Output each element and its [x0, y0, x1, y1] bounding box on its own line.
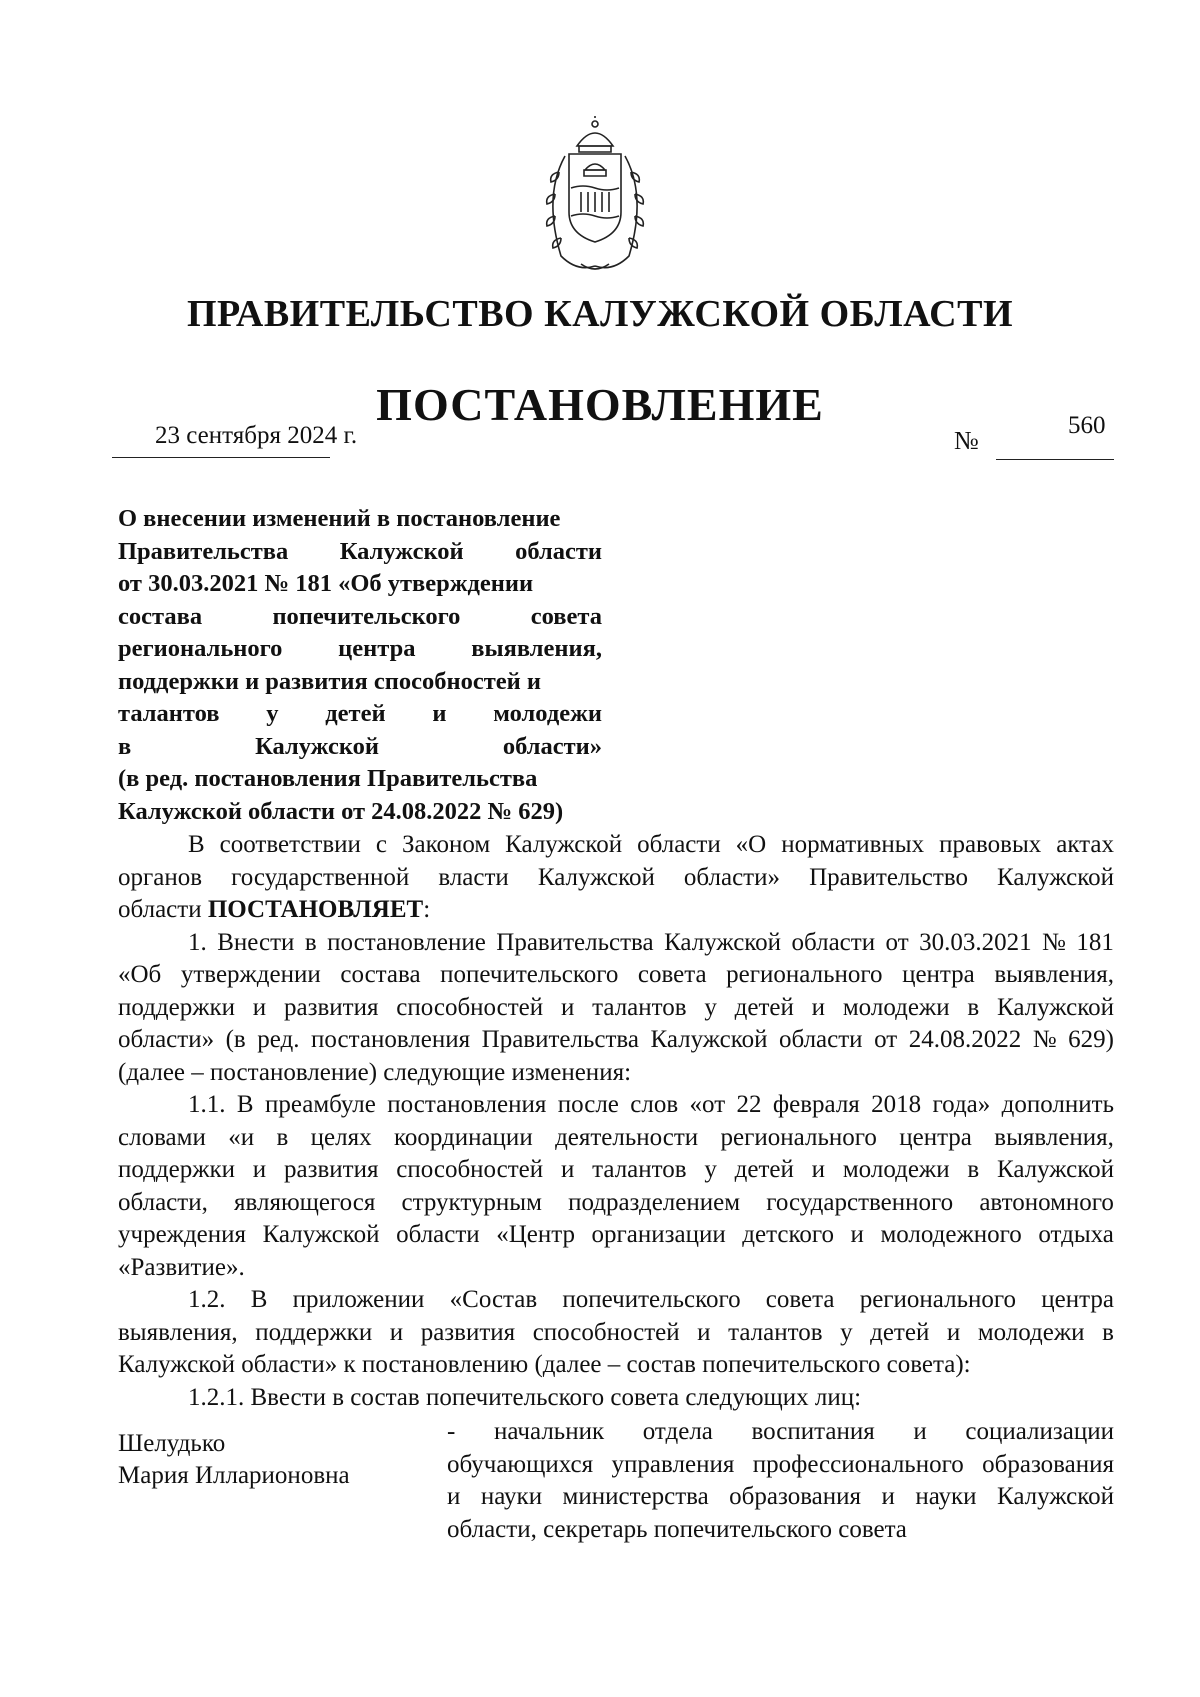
- organization-title: ПРАВИТЕЛЬСТВО КАЛУЖСКОЙ ОБЛАСТИ: [186, 293, 1014, 335]
- word: 1.: [188, 928, 207, 956]
- body-line: [118, 1284, 1114, 1317]
- word: Калужской: [996, 1156, 1114, 1183]
- word: и: [811, 993, 826, 1021]
- word: управления: [611, 1450, 735, 1478]
- word: утверждении: [180, 961, 321, 988]
- word: детского: [742, 1221, 834, 1248]
- body-line: [118, 862, 1114, 895]
- word: после: [557, 1091, 619, 1118]
- word: науки: [915, 1483, 977, 1510]
- word: молодежного: [880, 1221, 1022, 1248]
- word: №: [1032, 1026, 1057, 1053]
- word: области»: [118, 1026, 215, 1053]
- word: детей: [870, 1318, 930, 1346]
- word: февраля: [772, 1091, 860, 1118]
- word: регионального: [726, 961, 883, 988]
- word: структурным: [401, 1188, 542, 1216]
- word: от: [874, 1026, 898, 1053]
- word: области: [396, 1221, 480, 1248]
- word: способностей: [396, 1156, 544, 1183]
- word: 30.03.2021: [919, 928, 1032, 956]
- word: выявления,: [994, 1123, 1114, 1151]
- subject-line: О внесении изменений в постановление: [118, 505, 561, 532]
- word: в: [967, 993, 980, 1021]
- member-given-names: Мария Илларионовна: [118, 1462, 350, 1489]
- word: области: [637, 831, 721, 858]
- word: поддержки: [118, 1156, 235, 1183]
- body-line: [118, 1154, 1114, 1187]
- body-line: (далее – постановление) следующие изменения:: [118, 1058, 632, 1086]
- word: В: [236, 1091, 254, 1118]
- body-line: области ПОСТАНОВЛЯЕТ :: [118, 894, 1114, 927]
- word: обучающихся: [447, 1450, 594, 1478]
- word: совета: [765, 1286, 835, 1313]
- word: Калужской: [505, 831, 623, 858]
- word: «Об: [118, 961, 162, 988]
- word: и: [252, 993, 267, 1021]
- word: детей: [734, 1156, 794, 1183]
- word: выявления,: [118, 1318, 238, 1346]
- word: года»: [932, 1091, 991, 1118]
- word: приложении: [292, 1286, 425, 1313]
- word: детей: [734, 993, 794, 1021]
- word: и: [850, 1221, 864, 1248]
- word: Внести: [217, 928, 295, 956]
- word: «от: [689, 1091, 726, 1118]
- body-line: [118, 1024, 1114, 1057]
- subject-line: (в ред. постановления Правительства: [118, 765, 538, 792]
- document-number: 560: [1068, 412, 1106, 439]
- word: у: [840, 1318, 853, 1346]
- document-body: [118, 829, 1114, 1414]
- word: В: [250, 1286, 268, 1313]
- word: области,: [118, 1188, 208, 1216]
- word: науки: [480, 1483, 543, 1510]
- word: Калужской: [997, 863, 1114, 891]
- word: Калужской: [664, 928, 782, 956]
- word: развития: [420, 1318, 516, 1346]
- word: словами: [118, 1123, 206, 1151]
- word: министерства: [562, 1483, 709, 1510]
- word: целях: [310, 1123, 372, 1151]
- decree-keyword: ПОСТАНОВЛЯЕТ: [207, 896, 424, 923]
- word: «Центр: [496, 1221, 575, 1248]
- word: Калужской: [262, 1221, 380, 1248]
- word: постановления: [387, 1091, 547, 1118]
- word: попечительского: [562, 1286, 741, 1313]
- subject-line: состава попечительского совета: [118, 602, 602, 630]
- word: государственной: [231, 863, 410, 891]
- word: попечительского: [440, 961, 619, 988]
- word: молодежи: [842, 993, 950, 1021]
- word: и: [881, 1483, 895, 1510]
- word: и: [560, 993, 575, 1021]
- word: правовых: [939, 831, 1042, 858]
- word: подразделением: [568, 1188, 741, 1216]
- member-desc-line: [447, 1449, 1114, 1482]
- word: в: [1102, 1318, 1114, 1346]
- word: преамбуле: [264, 1091, 376, 1118]
- word: Законом: [401, 831, 491, 858]
- word: Правительство: [809, 863, 968, 891]
- word: «О: [735, 831, 767, 858]
- subject-line: Правительства Калужской области: [118, 537, 602, 565]
- body-line: [118, 1122, 1114, 1155]
- word: и: [697, 1318, 711, 1346]
- word: нормативных: [781, 831, 925, 858]
- word: 2018: [871, 1091, 922, 1118]
- body-line: [118, 992, 1114, 1025]
- body-line: [118, 1219, 1114, 1252]
- document-type: ПОСТАНОВЛЕНИЕ: [376, 379, 824, 430]
- word: Калужской: [997, 1483, 1114, 1510]
- word: №: [1042, 928, 1066, 956]
- word: регионального: [720, 1123, 877, 1151]
- subject-line: в Калужской области»: [118, 732, 602, 760]
- number-label: №: [954, 426, 979, 455]
- member-desc-line: [447, 1481, 1114, 1514]
- subject-line: от 30.03.2021 № 181 «Об утверждении: [118, 570, 534, 597]
- word: области: [791, 928, 876, 956]
- member-desc-line: области, секретарь попечительского совета: [447, 1515, 907, 1543]
- word: дополнить: [1001, 1091, 1114, 1118]
- word: Правительства: [496, 928, 654, 956]
- word: поддержки: [255, 1318, 373, 1346]
- word: совета: [637, 961, 707, 988]
- word: автономного: [979, 1188, 1114, 1216]
- word: и: [946, 1318, 961, 1346]
- word: «и: [228, 1123, 255, 1151]
- word: актах: [1056, 831, 1114, 858]
- word: слов: [630, 1091, 679, 1118]
- body-line: [118, 1317, 1114, 1350]
- word: регионального: [859, 1286, 1017, 1313]
- subject-line: талантов у детей и молодежи: [118, 700, 602, 727]
- number-underline: [996, 459, 1114, 460]
- word: развития: [283, 1156, 379, 1183]
- word: постановления: [311, 1026, 471, 1053]
- word: отдыха: [1038, 1221, 1114, 1248]
- word: Правительства: [481, 1026, 639, 1053]
- body-line: 1.2.1. Ввести в состав попечительского совета следующих лиц:: [188, 1383, 862, 1411]
- word: и: [811, 1156, 826, 1183]
- word: В: [188, 831, 205, 858]
- word: центра: [899, 1123, 972, 1151]
- word: координации: [393, 1123, 533, 1151]
- word: 1.1.: [188, 1091, 226, 1118]
- word: центра: [1041, 1286, 1114, 1313]
- word: соответствии: [219, 831, 361, 858]
- word: государственного: [766, 1188, 954, 1216]
- body-line: [118, 927, 1114, 960]
- word: и: [913, 1418, 927, 1445]
- word: Калужской: [650, 1026, 768, 1053]
- word: и: [447, 1483, 461, 1510]
- word: 181: [1076, 928, 1114, 956]
- word: (в: [225, 1026, 246, 1053]
- word: и: [389, 1318, 404, 1346]
- word: социализации: [965, 1418, 1114, 1445]
- word: деятельности: [555, 1123, 699, 1151]
- body-line: [118, 1089, 1114, 1122]
- word: 24.08.2022: [908, 1026, 1022, 1053]
- word: области: [778, 1026, 863, 1053]
- word: 1.2.: [188, 1286, 226, 1313]
- subject-line: регионального центра выявления,: [118, 635, 602, 662]
- word: образования: [982, 1450, 1114, 1478]
- word: отдела: [642, 1418, 713, 1445]
- word: выявления,: [994, 961, 1114, 988]
- member-description: [447, 1416, 1114, 1546]
- body-line: «Развитие».: [118, 1253, 245, 1281]
- body-line: Калужской области» к постановлению (далее – состав попечительского совета):: [118, 1351, 971, 1378]
- word: Калужской: [537, 863, 655, 891]
- word: и: [252, 1156, 267, 1183]
- word: и: [560, 1156, 575, 1183]
- document-subject: [118, 503, 602, 828]
- subject-line: Калужской области от 24.08.2022 № 629): [118, 797, 564, 825]
- word: начальник: [493, 1418, 605, 1445]
- date-underline: [112, 457, 330, 458]
- word: способностей: [396, 993, 544, 1021]
- coat-of-arms-icon: [525, 116, 665, 276]
- word: являющегося: [234, 1188, 376, 1216]
- subject-line: поддержки и развития способностей и: [118, 667, 542, 695]
- member-surname: Шелудько: [118, 1430, 226, 1457]
- body-line: [118, 1187, 1114, 1220]
- word: области»: [683, 863, 780, 891]
- body-line: [118, 959, 1114, 992]
- document-date: 23 сентября 2024 г.: [155, 422, 358, 449]
- word: власти: [438, 863, 509, 891]
- word: учреждения: [118, 1221, 247, 1248]
- word: центра: [902, 961, 975, 988]
- word: талантов: [592, 1156, 687, 1183]
- word: образования: [729, 1483, 862, 1510]
- word: у: [704, 993, 717, 1021]
- word: с: [375, 831, 387, 858]
- body-line: [118, 829, 1114, 862]
- member-desc-line: [447, 1416, 1114, 1449]
- word: в: [304, 928, 317, 956]
- word: «Состав: [449, 1286, 538, 1313]
- word: от: [885, 928, 909, 956]
- word: развития: [283, 993, 379, 1021]
- word: у: [704, 1156, 717, 1183]
- word: в: [967, 1156, 980, 1183]
- word: состава: [340, 961, 421, 988]
- word: в: [276, 1123, 289, 1151]
- word: талантов: [728, 1318, 823, 1346]
- word: -: [447, 1418, 456, 1445]
- word: профессионального: [752, 1450, 964, 1478]
- word: способностей: [532, 1318, 680, 1346]
- word: организации: [591, 1221, 726, 1248]
- word: молодежи: [842, 1156, 950, 1183]
- word: поддержки: [118, 993, 235, 1021]
- word: 22: [736, 1091, 762, 1118]
- word: молодежи: [977, 1318, 1085, 1346]
- word: 629): [1068, 1026, 1114, 1053]
- word: талантов: [592, 993, 687, 1021]
- word: воспитания: [751, 1418, 875, 1445]
- word: ред.: [257, 1026, 300, 1053]
- word: постановление: [327, 928, 486, 956]
- member-name: [118, 1428, 350, 1492]
- word: Калужской: [996, 993, 1114, 1021]
- word: органов: [118, 863, 203, 891]
